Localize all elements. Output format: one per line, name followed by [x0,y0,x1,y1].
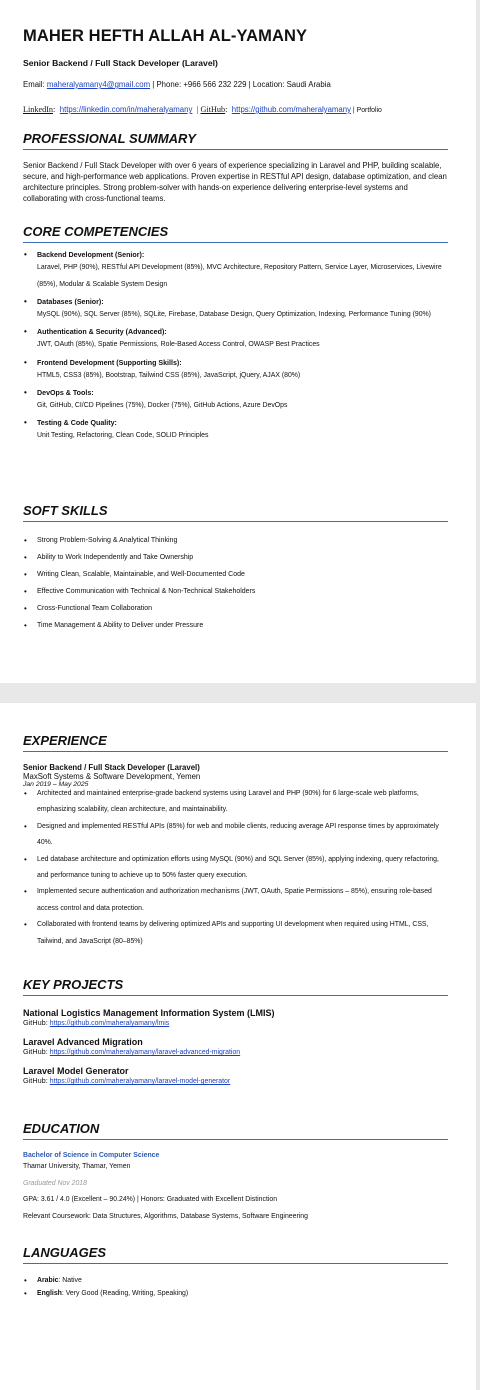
summary-text: Senior Backend / Full Stack Developer with over 6 years of experience specializing in Laravel and PHP, building scalable, secure, and high-performance web applications. Proven expertise in RESTful API design, database optimization, and clean architecture principles. Strong problem-solver with hands-on experience delivering enterprise-level systems and collaborating with cross-functional teams. [23,161,447,203]
project-link[interactable]: https://github.com/maheralyamany/laravel-model-generator [49,1078,231,1085]
education-coursework: Relevant Coursework: Data Structures, Algorithms, Database Systems, Software Engineering [23,1212,308,1220]
education-section [0,1121,476,1225]
project-link[interactable]: https://github.com/maheralyamany/lmis [49,1020,170,1027]
experience-heading: EXPERIENCE [23,733,448,752]
links-line: LinkedIn: https://linkedin.com/in/maheralyamany | GitHub: https://github.com/maheralyamany | Portfolio [23,105,382,114]
education-school: Thamar University, Thamar, Yemen [23,1163,131,1170]
education-graduated: Graduated Nov 2018 [23,1179,87,1187]
experience-job-title: Senior Backend / Full Stack Developer (Laravel) [23,763,200,772]
experience-bullet: • Implemented secure authentication and authorization mechanisms (JWT, OAuth, Spatie Permissions – 85%), ensuring role-based access control and data protection. [23,884,448,917]
email-link[interactable]: maheralyamany4@gmail.com [46,80,151,89]
languages-heading: LANGUAGES [23,1245,448,1264]
header [0,27,476,117]
competency-item: • Backend Development (Senior): Laravel, PHP (90%), RESTful API Development (85%), MVC Architecture, Repository Pattern, Service Layer, Microservices, Livewire (85%), Modular & Scalable System Design [23,250,448,294]
competencies-section [0,224,476,445]
education-gpa: GPA: 3.61 / 4.0 (Excellent – 90.24%) | Honors: Graduated with Excellent Distinction [23,1196,278,1203]
project-item: National Logistics Management Information System (LMIS) GitHub: https://github.com/maheralyamany/lmis [23,1008,448,1027]
languages-list [23,1275,448,1300]
soft-skill-item: • Time Management & Ability to Deliver under Pressure [23,617,448,634]
job-title: Senior Backend / Full Stack Developer (Laravel) [23,58,218,68]
experience-section [0,733,476,950]
linkedin-label[interactable]: LinkedIn [23,105,54,114]
summary-section [0,131,476,204]
project-item: Laravel Advanced Migration GitHub: https://github.com/maheralyamany/laravel-advanced-migration [23,1037,448,1056]
experience-company: MaxSoft Systems & Software Development, Yemen [23,772,201,781]
language-item: • Arabic: Native [23,1275,448,1288]
language-item: • English: Very Good (Reading, Writing, Speaking) [23,1288,448,1301]
competencies-list [23,250,448,445]
contact-line [23,80,448,89]
experience-bullet: • Designed and implemented RESTful APIs (85%) for web and mobile clients, reducing average API response times by approximately 40%. [23,819,448,852]
soft-skill-item: • Ability to Work Independently and Take Ownership [23,549,448,566]
resume-page-2 [0,703,476,1390]
soft-skill-item: • Cross-Functional Team Collaboration [23,600,448,617]
soft-skill-item: • Writing Clean, Scalable, Maintainable, and Well-Documented Code [23,566,448,583]
competency-item: • Authentication & Security (Advanced): JWT, OAuth (85%), Spatie Permissions, Role-Based Access Control, OWASP Best Practices [23,327,448,354]
soft-skills-heading: SOFT SKILLS [23,503,448,522]
project-name: Laravel Advanced Migration [23,1037,143,1047]
project-link[interactable]: https://github.com/maheralyamany/laravel-advanced-migration [49,1049,241,1056]
project-name: Laravel Model Generator [23,1066,129,1076]
resume-page-1 [0,0,476,683]
github-link[interactable]: https://github.com/maheralyamany [231,105,351,114]
linkedin-link[interactable]: https://linkedin.com/in/maheralyamany [59,105,193,114]
experience-bullet: • Architected and maintained enterprise-grade backend systems using Laravel and PHP (90%) for 6 large-scale web platforms, emphasizing scalability, clean architecture, and maintainability. [23,786,448,819]
soft-skill-item: • Strong Problem-Solving & Analytical Thinking [23,532,448,549]
education-degree: Bachelor of Science in Computer Science [23,1152,160,1159]
projects-section [0,977,476,1085]
project-item: Laravel Model Generator GitHub: https://github.com/maheralyamany/laravel-model-generator [23,1066,448,1085]
competency-item: • Frontend Development (Supporting Skills): HTML5, CSS3 (85%), Bootstrap, Tailwind CSS (85%), JavaScript, jQuery, AJAX (80%) [23,358,448,385]
soft-skills-section [0,503,476,634]
project-name: National Logistics Management Information System (LMIS) [23,1008,275,1018]
github-label[interactable]: GitHub [200,105,226,114]
competency-item: • Databases (Senior): MySQL (90%), SQL Server (85%), SQLite, Firebase, Database Design, Query Optimization, Indexing, Performance Tuning (90%) [23,297,448,324]
education-heading: EDUCATION [23,1121,448,1140]
experience-bullet: • Collaborated with frontend teams by delivering optimized APIs and supporting UI development when required using HTML, CSS, Tailwind, and JavaScript (80–85%) [23,917,448,950]
portfolio-label[interactable]: | Portfolio [350,107,382,114]
competency-item: • Testing & Code Quality: Unit Testing, Refactoring, Clean Code, SOLID Principles [23,418,448,445]
languages-section [0,1245,476,1300]
experience-dates: Jan 2019 – May 2025 [23,781,89,788]
soft-skills-list [23,532,448,634]
summary-heading: PROFESSIONAL SUMMARY [23,131,448,150]
phone-location: | Phone: +966 566 232 229 | Location: Saudi Arabia [150,80,331,89]
candidate-name: MAHER HEFTH ALLAH AL-YAMANY [23,27,308,45]
soft-skill-item: • Effective Communication with Technical & Non-Technical Stakeholders [23,583,448,600]
email-label: Email: [23,80,45,89]
experience-bullets [23,786,448,950]
experience-bullet: • Led database architecture and optimization efforts using MySQL (90%) and SQL Server (85%), applying indexing, query refactoring, and performance tuning to achieve up to 50% faster query execution. [23,852,448,885]
projects-heading: KEY PROJECTS [23,977,448,996]
competency-item: • DevOps & Tools: Git, GitHub, CI/CD Pipelines (75%), Docker (75%), GitHub Actions, Azure DevOps [23,388,448,415]
competencies-heading: CORE COMPETENCIES [23,224,448,243]
